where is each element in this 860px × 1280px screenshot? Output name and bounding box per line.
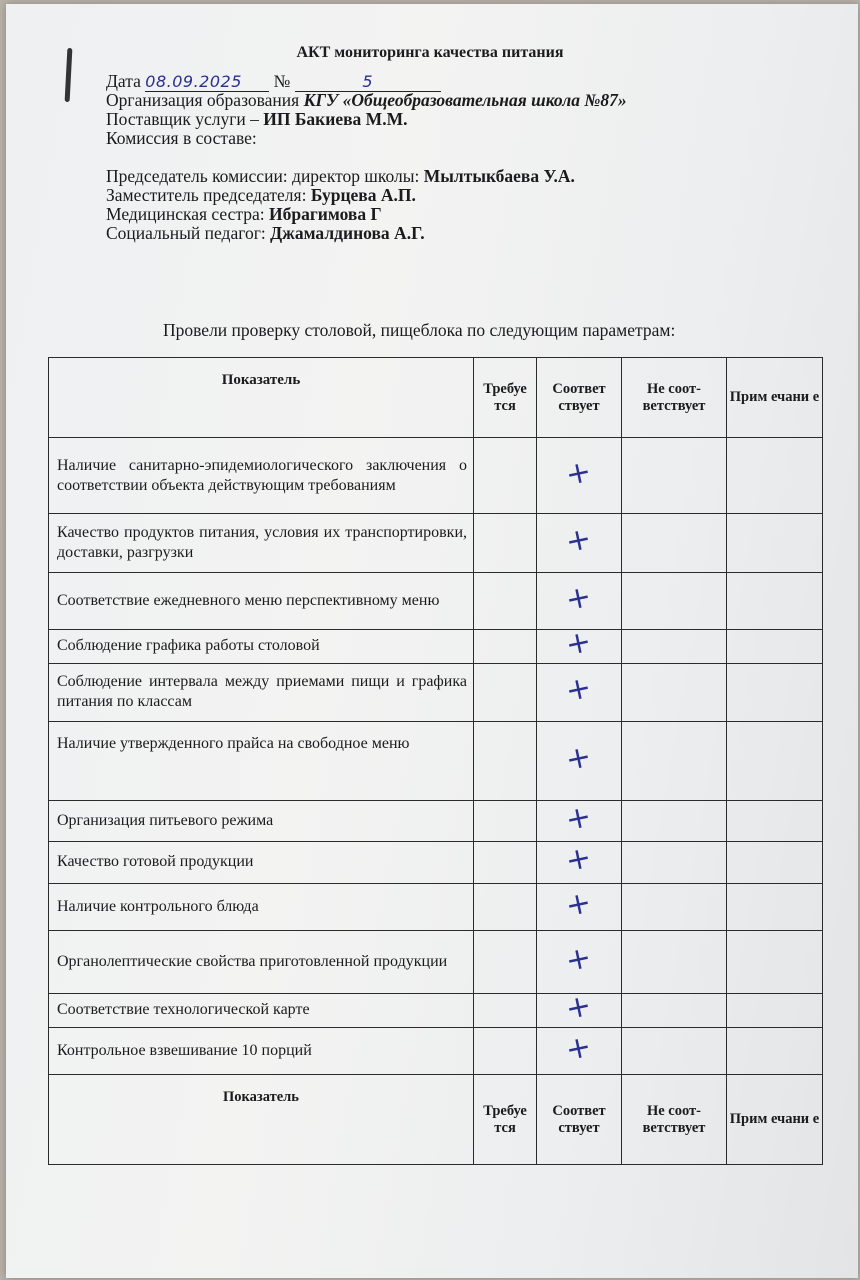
complies-cell — [537, 988, 622, 1028]
note-cell — [727, 438, 823, 514]
supplier-line — [106, 110, 627, 129]
complies-cell — [537, 624, 622, 664]
table-row — [49, 800, 823, 841]
required-cell — [474, 800, 537, 841]
indicator-cell: Соответствие ежедневного меню перспективному меню — [49, 573, 474, 630]
check-mark: + — [562, 624, 595, 664]
table-row — [49, 841, 823, 884]
required-cell — [474, 663, 537, 721]
member-role: Заместитель председателя: — [106, 185, 311, 205]
check-mark: + — [562, 798, 595, 839]
check-mark: + — [562, 939, 595, 980]
member-role: Медицинская сестра: — [106, 204, 269, 224]
member-name: Ибрагимова Г — [269, 204, 382, 224]
required-cell — [474, 931, 537, 994]
not-complies-cell — [622, 514, 727, 573]
not-complies-cell — [622, 931, 727, 994]
table-row — [49, 663, 823, 721]
commission-label: Комиссия в составе: — [106, 128, 257, 148]
not-complies-cell — [622, 438, 727, 514]
note-cell — [727, 931, 823, 994]
header-complies: Соответ ствует — [537, 358, 622, 438]
indicator-cell: Контрольное взвешивание 10 порций — [49, 1027, 474, 1075]
not-complies-cell — [622, 841, 727, 884]
table-row — [49, 630, 823, 664]
indicator-cell: Наличие утвержденного прайса на свободное меню — [49, 721, 474, 800]
organization-line — [106, 91, 627, 110]
document-title: АКТ мониторинга качества питания — [296, 44, 564, 61]
table-row — [49, 573, 823, 630]
not-complies-cell — [622, 884, 727, 931]
indicator-cell: Соблюдение графика работы столовой — [49, 630, 474, 664]
note-cell — [727, 721, 823, 800]
check-mark: + — [562, 1028, 595, 1069]
number-field — [295, 72, 441, 92]
check-mark: + — [562, 578, 595, 619]
member-name: Бурцева А.П. — [310, 185, 416, 205]
complies-cell — [537, 931, 622, 994]
not-complies-cell — [622, 994, 727, 1028]
note-cell — [727, 630, 823, 664]
table-row — [49, 884, 823, 931]
indicator-cell: Соответствие технологической карте — [49, 994, 474, 1028]
intro-text: Провели проверку столовой, пищеблока по следующим параметрам: — [163, 320, 676, 340]
member-role: Социальный педагог: — [106, 223, 271, 243]
header-required: Требуе тся — [474, 358, 537, 438]
indicator-cell: Наличие санитарно-эпидемиологического заключения о соответствии объекта действующим требованиям — [49, 438, 474, 514]
required-cell — [474, 630, 537, 664]
note-cell — [727, 573, 823, 630]
required-cell — [474, 514, 537, 573]
date-field — [145, 72, 269, 92]
inspection-table — [48, 357, 823, 1165]
not-complies-cell — [622, 1027, 727, 1075]
note-cell — [727, 884, 823, 931]
complies-cell — [537, 841, 622, 884]
note-cell — [727, 1027, 823, 1075]
required-cell — [474, 884, 537, 931]
header-note: Прим ечани е — [727, 358, 823, 438]
not-complies-cell — [622, 630, 727, 664]
check-mark: + — [562, 738, 595, 779]
note-cell — [727, 800, 823, 841]
table-row — [49, 438, 823, 514]
indicator-cell: Качество готовой продукции — [49, 841, 474, 884]
date-value: 08.09.2025 — [145, 72, 242, 91]
indicator-cell: Наличие контрольного блюда — [49, 884, 474, 931]
required-cell — [474, 438, 537, 514]
date-line — [106, 72, 627, 91]
header-indicator: Показатель — [49, 358, 474, 438]
header-block — [106, 72, 627, 243]
complies-cell — [537, 1027, 622, 1075]
table-header-row — [49, 358, 823, 438]
member-nurse — [106, 205, 627, 224]
required-cell — [474, 573, 537, 630]
not-complies-cell — [622, 800, 727, 841]
note-cell — [727, 994, 823, 1028]
supplier-value: ИП Бакиева М.М. — [263, 109, 408, 129]
complies-cell — [537, 663, 622, 721]
table-row — [49, 994, 823, 1028]
table-row — [49, 721, 823, 800]
required-cell — [474, 1027, 537, 1075]
complies-cell — [537, 721, 622, 800]
member-role: Председатель комиссии: директор школы: — [106, 166, 424, 186]
footer-header-required: Требуе тся — [474, 1075, 537, 1165]
member-social-pedagogue — [106, 224, 627, 243]
not-complies-cell — [622, 573, 727, 630]
table-row — [49, 931, 823, 994]
number-value: 5 — [362, 72, 374, 91]
complies-cell — [537, 884, 622, 931]
check-mark: + — [562, 453, 595, 493]
date-label: Дата — [106, 71, 141, 91]
check-mark: + — [562, 840, 595, 880]
required-cell — [474, 721, 537, 800]
check-mark: + — [562, 884, 595, 925]
indicator-cell: Организация питьевого режима — [49, 800, 474, 841]
check-mark: + — [562, 669, 595, 710]
required-cell — [474, 841, 537, 884]
member-deputy — [106, 186, 627, 205]
not-complies-cell — [622, 663, 727, 721]
check-mark: + — [562, 521, 595, 561]
footer-header-note: Прим ечани е — [727, 1075, 823, 1165]
note-cell — [727, 841, 823, 884]
footer-header-not-complies: Не соот- ветствует — [622, 1075, 727, 1165]
check-mark: + — [562, 988, 595, 1028]
organization-value: КГУ «Общеобразовательная школа №87» — [303, 90, 627, 110]
complies-cell — [537, 800, 622, 841]
indicator-cell: Соблюдение интервала между приемами пищи и графика питания по классам — [49, 663, 474, 721]
complies-cell — [537, 438, 622, 514]
number-label: № — [273, 71, 291, 91]
footer-header-complies: Соответ ствует — [537, 1075, 622, 1165]
required-cell — [474, 994, 537, 1028]
table-footer-header-row — [49, 1075, 823, 1165]
member-chairman — [106, 167, 627, 186]
table-row — [49, 1027, 823, 1075]
member-name: Мылтыкбаева У.А. — [423, 166, 575, 186]
table-row — [49, 514, 823, 573]
note-cell — [727, 663, 823, 721]
header-not-complies: Не соот- ветствует — [622, 358, 727, 438]
not-complies-cell — [622, 721, 727, 800]
footer-header-indicator: Показатель — [49, 1075, 474, 1165]
supplier-label: Поставщик услуги – — [106, 109, 264, 129]
complies-cell — [537, 514, 622, 573]
member-name: Джамалдинова А.Г. — [270, 223, 425, 243]
complies-cell — [537, 573, 622, 630]
indicator-cell: Качество продуктов питания, условия их транспортировки, доставки, разгрузки — [49, 514, 474, 573]
indicator-cell: Органолептические свойства приготовленной продукции — [49, 931, 474, 994]
note-cell — [727, 514, 823, 573]
organization-label: Организация образования — [106, 90, 304, 110]
